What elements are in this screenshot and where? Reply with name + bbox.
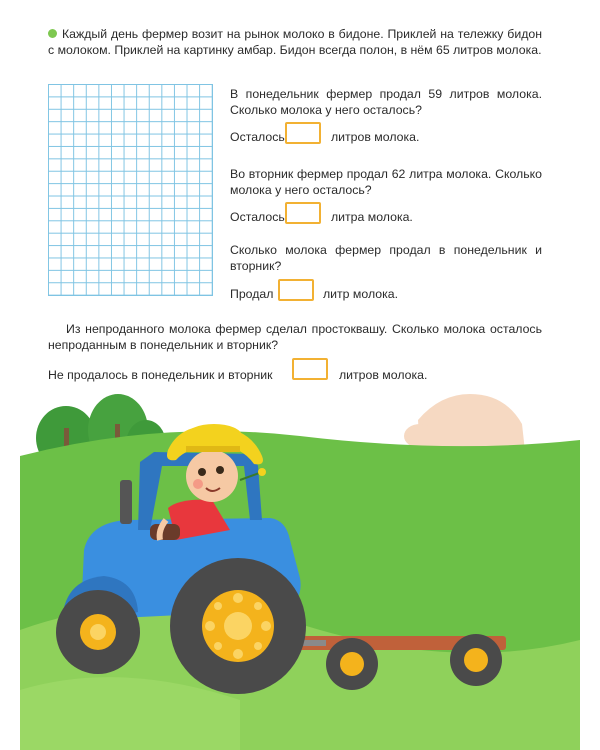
answer-3-suffix: литр молока. [323,287,399,301]
question-2: Во вторник фермер продал 62 литра молока. Сколько молока у него осталось? [230,167,542,197]
final-answer-suffix: литров молока. [339,368,428,382]
answer-2-prefix: Осталось [230,210,285,224]
answer-2-suffix: литра молока. [331,210,413,224]
answer-1-prefix: Осталось [230,130,285,144]
answer-3-prefix: Продал [230,287,274,301]
answer-2-box[interactable] [285,202,321,224]
final-question: Из непроданного молока фермер сделал простоквашу. Сколько молока осталось непроданным в понедельник и вторник? [48,322,542,352]
answer-3-box[interactable] [278,279,314,301]
final-answer-prefix: Не продалось в понедельник и вторник [48,368,273,382]
task-intro-text: Каждый день фермер возит на рынок молоко в бидоне. Приклей на тележку бидон с молоком. Приклей на картинку амбар. Бидон всегда полон, в нём 65 литров молока. [48,27,542,57]
answer-1-box[interactable] [285,122,321,144]
question-3: Сколько молока фермер продал в понедельник и вторник? [230,243,542,273]
answer-1-suffix: литров молока. [331,130,420,144]
question-1: В понедельник фермер продал 59 литров молока. Сколько молока у него осталось? [230,87,542,117]
task-intro [48,26,542,58]
bullet-icon [48,29,57,38]
scratch-grid[interactable] [48,84,213,296]
final-answer-box[interactable] [292,358,328,380]
farm-illustration [0,380,600,750]
